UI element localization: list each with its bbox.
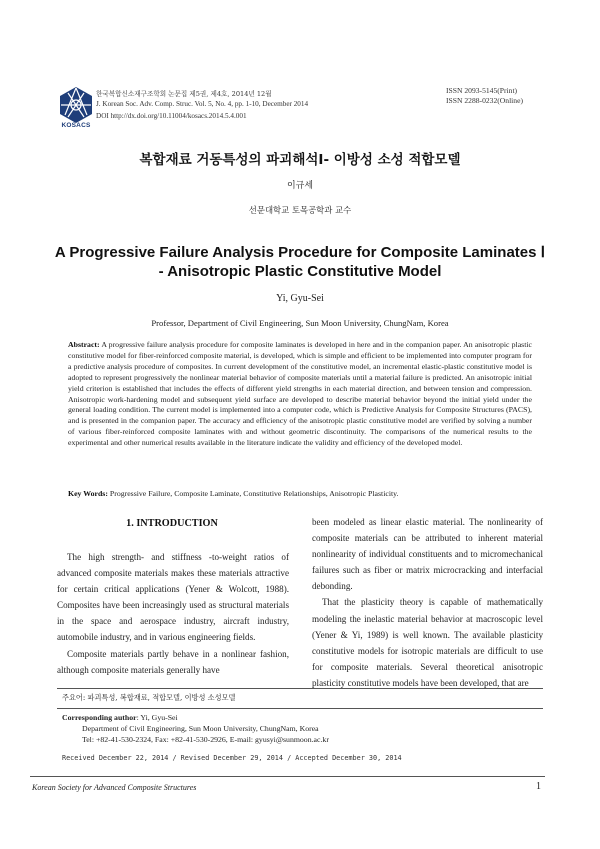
journal-logo [57,85,95,125]
corresponding-author [62,713,329,745]
footer-divider [30,776,545,777]
title-en-line2: - Anisotropic Plastic Constitutive Model [158,263,442,280]
title-en-line1: A Progressive Failure Analysis Procedure for Composite Laminates Ⅰ [54,244,546,261]
issn-print: ISSN 2093-5145(Print) [446,86,518,95]
corr-contact: Tel: +82-41-530-2324, Fax: +82-41-530-2926, E-mail: gyusyi@sunmoon.ac.kr [82,734,329,744]
paragraph: been modeled as linear elastic material. The nonlinearity of composite materials can be attributed to inherent material nonlinearity of individual constituents and to micromechanical failures such as fiber or matrix microcracking and interfacial debonding. [312,517,543,592]
journal-line-en: J. Korean Soc. Adv. Comp. Struc. Vol. 5, No. 4, pp. 1-10, December 2014 [96,100,309,108]
paragraph: That the plasticity theory is capable of mathematically modeling the inelastic material behavior at macroscopic level (Yener & Yi, 1989) is well known. The available plasticity constitutive models for isotropic materials are difficult to use for composite materials. Several theoretical anisotropic plasticity constitutive models have been developed, that are [312,597,543,688]
section-heading-introduction: 1. INTRODUCTION [126,518,218,529]
doi-link[interactable]: DOI http://dx.doi.org/10.11004/kosacs.2014.5.4.001 [96,112,247,120]
affiliation-en: Professor, Department of Civil Engineering, Sun Moon University, ChungNam, Korea [151,318,449,328]
issn-online: ISSN 2288-0232(Online) [446,96,523,105]
corr-label: Corresponding author [62,713,137,722]
paragraph: The high strength- and stiffness -to-weight ratios of advanced composite materials makes these materials attractive for certain critical applications (Yener & Wolcott, 1988). Composites have been increasingly used as structural materials in the space and aerospace industry, aircraft industry, automobile industry, and in various engineering fields. [57,552,289,643]
paragraph: Composite materials partly behave in a nonlinear fashion, although composite materials generally have [57,648,289,675]
corr-department: Department of Civil Engineering, Sun Moon University, ChungNam, Korea [82,723,319,733]
page-number: 1 [536,781,541,792]
abstract-text: A progressive failure analysis procedure for composite laminates is developed in here and in the companion paper. An anisotropic plastic constitutive model for fiber-reinforced composite material, is developed, which is simple and efficient to be implemented into computer program for a predictive analysis procedure of composites. In current development of the constitutive model, an incremental elastic-plastic constitutive model is adopted to represent progressively the nonlinear material behavior of composite materials until a material failure is predicted. An anisotropic initial yield criterion is established that includes the effects of different yield strengths in each material direction, and between tension and compression. Anisotropic work-hardening model and subsequent yield surface are developed to describe material behavior beyond the initial yield under the general loading condition. The current model is implemented into a computer code, which is Predictive Analysis for Composite Structures (PACS), and is presented in the companion paper. The accuracy and efficiency of the anisotropic plastic constitutive model are verified by solving a number of various fiber-reinforced composite laminates with and without geometric discontinuity. The comparisons of the numerical results to the experimental and other numerical results available in the literature indicate the validity and efficiency of the developed model. [68,340,532,448]
title-kr: 복합재료 거동특성의 파괴해석Ⅰ- 이방성 소성 적합모델 [139,152,461,168]
abstract-label: Abstract: [68,340,100,349]
keywords [68,489,532,498]
keywords-kr: 주요어: 파괴특성, 복합재료, 적합모델, 이방성 소성모델 [62,693,236,702]
author-en: Yi, Gyu-Sei [276,293,324,304]
keywords-text: Progressive Failure, Composite Laminate, Constitutive Relationships, Anisotropic Plasticity. [107,489,399,498]
corr-name: : Yi, Gyu-Sei [136,713,178,722]
footnote-divider [57,688,543,689]
footer-society: Korean Society for Advanced Composite Structures [32,783,197,792]
journal-line-kr: 한국복합신소재구조학회 논문집 제5권, 제4호, 2014년 12월 [96,90,272,98]
abstract [68,340,532,449]
author-kr: 이규세 [286,181,314,191]
received-dates: Received December 22, 2014 / Revised December 29, 2014 / Accepted December 30, 2014 [62,754,402,762]
affiliation-kr: 선문대학교 토목공학과 교수 [248,205,352,215]
keywords-label: Key Words: [68,489,108,498]
logo-text: KOSACS [61,122,91,129]
body-column-right [312,514,543,691]
footnote-divider [57,708,543,709]
body-column-left [57,549,289,678]
kosacs-logo-icon [57,85,95,125]
